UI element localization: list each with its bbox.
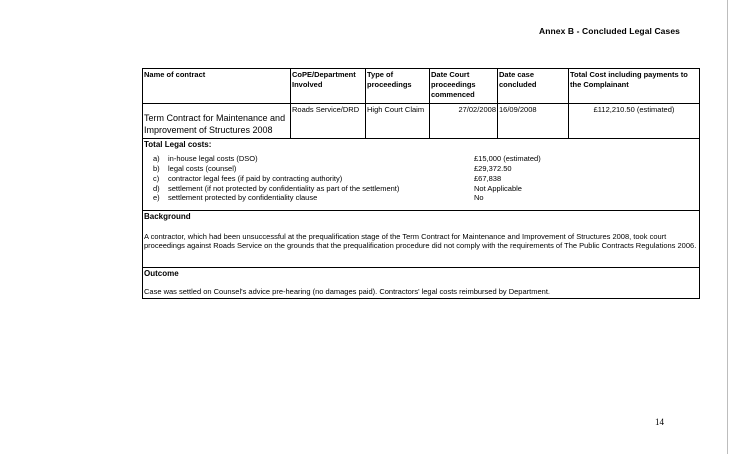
page-edge-rule [727,0,728,454]
cost-letter: b) [153,164,160,174]
total-legal-costs-row [143,139,700,211]
list-item [153,164,698,174]
concluded-legal-cases-table [142,68,700,299]
cell-name-of-contract [143,104,291,139]
cell-department: Roads Service/DRD [291,104,366,139]
list-item [153,154,698,164]
cost-letter: e) [153,193,160,203]
legal-costs-list [144,154,698,203]
cost-value: Not Applicable [474,183,522,193]
total-legal-costs-cell [143,139,700,211]
annex-title: Annex B - Concluded Legal Cases [538,26,680,36]
cost-value: £15,000 (estimated) [474,154,541,164]
cell-type-of-proceedings: High Court Claim [366,104,430,139]
cost-label: settlement (if not protected by confidentiality as part of the settlement) [168,183,400,193]
cost-value: No [474,193,484,203]
page-number: 14 [655,417,664,427]
cost-value: £29,372.50 [474,164,512,174]
total-legal-costs-title: Total Legal costs: [144,140,212,149]
list-item [153,174,698,184]
outcome-row [143,268,700,299]
cost-letter: d) [153,183,160,193]
cost-label: legal costs (counsel) [168,164,237,174]
background-cell [143,211,700,268]
cost-label: in-house legal costs (DSO) [168,154,258,164]
outcome-title: Outcome [144,269,179,279]
background-text: A contractor, which had been unsuccessful at the prequalification stage of the Term Contract for Maintenance and Improvement of Structures 2008, took court proceedings against Roads Service on the grounds that the prequalification procedure did not comply with the requirements of The Public Contracts Regulations 2006. [144,231,697,251]
header-total-cost: Total Cost including payments to the Complainant [569,69,700,104]
table-header-row [143,69,700,104]
cell-total-cost: £112,210.50 (estimated) [569,104,700,139]
cost-letter: c) [153,173,160,183]
outcome-cell [143,268,700,299]
header-name-of-contract: Name of contract [143,69,291,104]
header-date-commenced: Date Court proceedings commenced [430,69,498,104]
contract-name: Term Contract for Maintenance and Improvement of Structures 2008 [144,113,286,135]
cost-label: contractor legal fees (if paid by contracting authority) [168,173,343,183]
cost-label: settlement protected by confidentiality clause [168,193,318,203]
outcome-text: Case was settled on Counsel's advice pre-hearing (no damages paid). Contractors' legal costs reimbursed by Department. [144,286,550,296]
background-title: Background [144,212,191,222]
list-item [153,193,698,203]
cell-date-commenced: 27/02/2008 [430,104,498,139]
header-date-concluded: Date case concluded [498,69,569,104]
cost-value: £67,838 [474,173,502,183]
header-department: CoPE/Department Involved [291,69,366,104]
background-row [143,211,700,268]
list-item [153,184,698,194]
header-type-of-proceedings: Type of proceedings [366,69,430,104]
table-row [143,104,700,139]
cost-letter: a) [153,154,160,164]
cell-date-concluded: 16/09/2008 [498,104,569,139]
